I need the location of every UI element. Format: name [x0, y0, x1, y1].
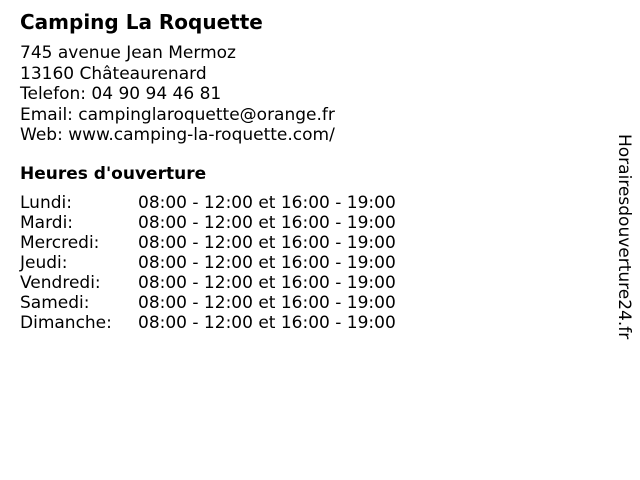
- time-range: 08:00 - 12:00 et 16:00 - 19:00: [138, 213, 396, 233]
- hours-heading: Heures d'ouverture: [20, 164, 207, 184]
- phone-line: Telefon: 04 90 94 46 81: [20, 84, 222, 104]
- site-brand-vertical: Horairesdouverture24.fr: [614, 134, 634, 340]
- contact-block: [20, 43, 335, 146]
- time-range: 08:00 - 12:00 et 16:00 - 19:00: [138, 193, 396, 213]
- hours-row-saturday: [20, 293, 396, 313]
- time-range: 08:00 - 12:00 et 16:00 - 19:00: [138, 293, 396, 313]
- email-line: Email: campinglaroquette@orange.fr: [20, 104, 335, 125]
- day-label: Lundi:: [20, 193, 72, 213]
- address-city: 13160 Châteaurenard: [20, 63, 207, 84]
- day-label: Dimanche:: [20, 313, 112, 333]
- time-range: 08:00 - 12:00 et 16:00 - 19:00: [138, 233, 396, 253]
- time-range: 08:00 - 12:00 et 16:00 - 19:00: [138, 253, 396, 273]
- address-street: 745 avenue Jean Mermoz: [20, 43, 236, 63]
- hours-row-tuesday: [20, 213, 396, 233]
- web-line: Web: www.camping-la-roquette.com/: [20, 125, 335, 145]
- time-range: 08:00 - 12:00 et 16:00 - 19:00: [138, 273, 396, 293]
- hours-table: [20, 193, 396, 333]
- day-label: Jeudi:: [20, 253, 68, 273]
- hours-row-thursday: [20, 253, 396, 273]
- hours-row-wednesday: [20, 233, 396, 253]
- time-range: 08:00 - 12:00 et 16:00 - 19:00: [138, 313, 396, 333]
- hours-row-monday: [20, 193, 396, 213]
- hours-row-sunday: [20, 313, 396, 333]
- day-label: Mardi:: [20, 213, 74, 233]
- day-label: Vendredi:: [20, 273, 101, 293]
- day-label: Mercredi:: [20, 233, 100, 253]
- business-name: Camping La Roquette: [20, 10, 263, 34]
- hours-row-friday: [20, 273, 396, 293]
- day-label: Samedi:: [20, 293, 90, 313]
